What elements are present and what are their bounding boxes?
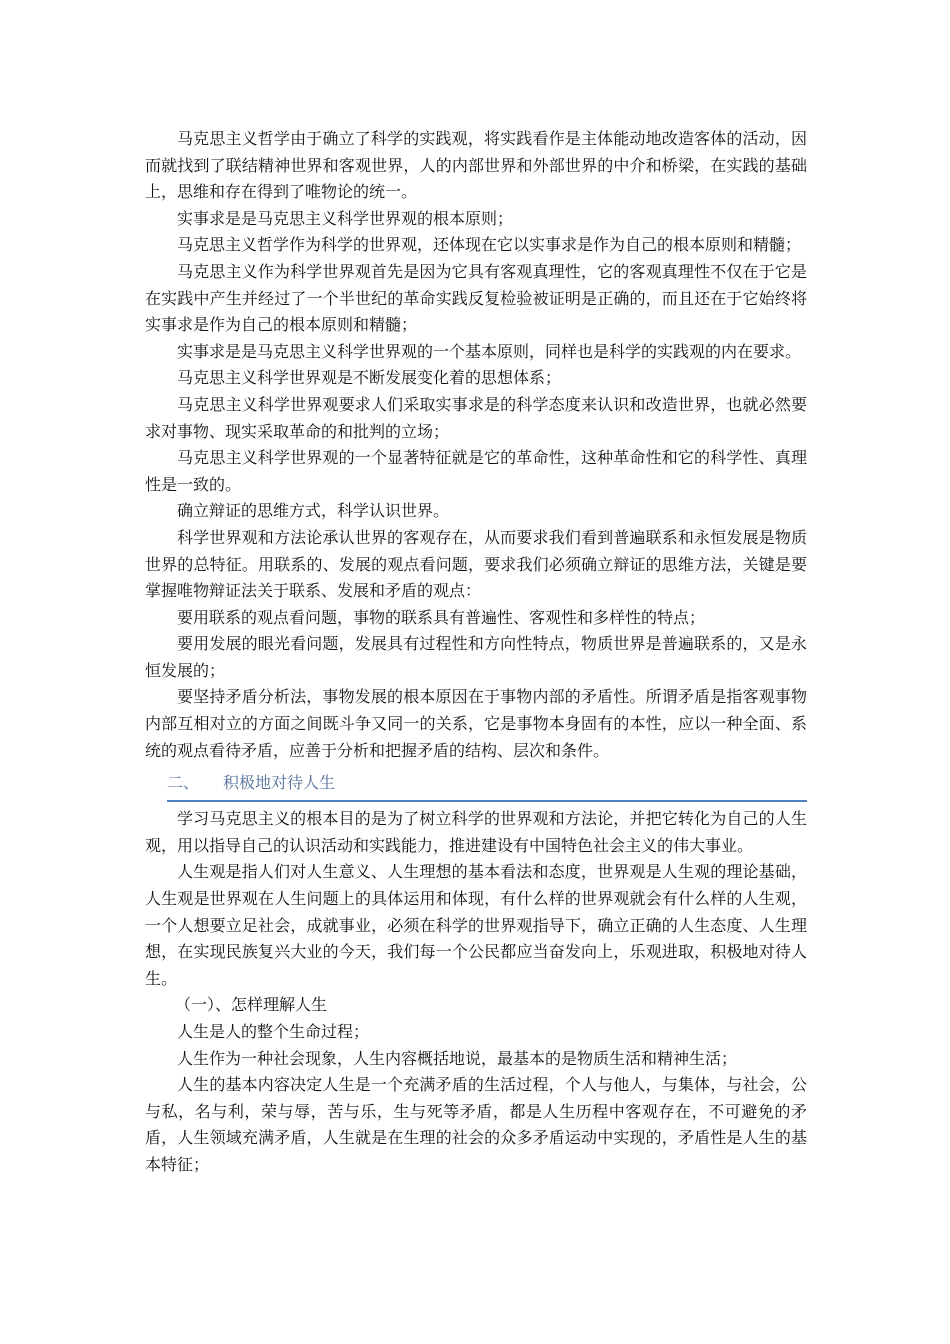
section-heading-number: 二、: [167, 773, 200, 793]
paragraph: 实事求是是马克思主义科学世界观的根本原则；: [177, 208, 514, 228]
paragraph: 科学世界观和方法论承认世界的客观存在，从而要求我们看到普遍联系和永恒发展是物质世界的总特征。用联系的、发展的观点看问题，要求我们必须确立辩证的思维方法，关键是要掌握唯物辩证法关于联系、发展和矛盾的观点：: [145, 527, 807, 601]
paragraph: 实事求是是马克思主义科学世界观的一个基本原则，同样也是科学的实践观的内在要求。: [177, 341, 802, 361]
paragraph: 人生作为一种社会现象，人生内容概括地说，最基本的是物质生活和精神生活；: [177, 1048, 738, 1068]
paragraph: 要用联系的观点看问题，事物的联系具有普遍性、客观性和多样性的特点；: [177, 607, 706, 627]
paragraph: 马克思主义哲学由于确立了科学的实践观，将实践看作是主体能动地改造客体的活动，因而就找到了联结精神世界和客观世界，人的内部世界和外部世界的中介和桥梁，在实践的基础上，思维和存在得到了唯物论的统一。: [145, 129, 807, 202]
paragraph: 要用发展的眼光看问题，发展具有过程性和方向性特点，物质世界是普遍联系的，又是永恒发展的；: [145, 634, 807, 680]
document-body: [145, 126, 807, 1179]
subsection-heading: （一）、怎样理解人生: [175, 995, 328, 1015]
paragraph: 马克思主义科学世界观的一个显著特征就是它的革命性，这种革命性和它的科学性、真理性是一致的。: [145, 448, 807, 494]
paragraph: 人生的基本内容决定人生是一个充满矛盾的生活过程，个人与他人，与集体，与社会，公与私，名与利，荣与辱，苦与乐，生与死等矛盾，都是人生历程中客观存在，不可避免的矛盾，人生领域充满矛盾，人生就是在生理的社会的众多矛盾运动中实现的，矛盾性是人生的基本特征；: [145, 1075, 807, 1174]
paragraph: 人生是人的整个生命过程；: [177, 1022, 370, 1041]
paragraph: 马克思主义作为科学世界观首先是因为它具有客观真理性，它的客观真理性不仅在于它是在实践中产生并经过了一个半世纪的革命实践反复检验被证明是正确的，而且还在于它始终将实事求是作为自己的根本原则和精髓；: [145, 261, 807, 335]
paragraph: 马克思主义科学世界观是不断发展变化着的思想体系；: [177, 368, 562, 388]
section-heading-title: 积极地对待人生: [223, 773, 336, 793]
paragraph: 马克思主义哲学作为科学的世界观，还体现在它以实事求是作为自己的根本原则和精髓；: [177, 235, 802, 255]
paragraph: 人生观是指人们对人生意义、人生理想的基本看法和态度，世界观是人生观的理论基础，人生观是世界观在人生问题上的具体运用和体现，有什么样的世界观就会有什么样的人生观，一个人想要立足社会，成就事业，必须在科学的世界观指导下，确立正确的人生态度、人生理想，在实现民族复兴大业的今天，我们每一个公民都应当奋发向上，乐观进取，积极地对待人生。: [145, 862, 807, 988]
paragraph: 学习马克思主义的根本目的是为了树立科学的世界观和方法论，并把它转化为自己的人生观，用以指导自己的认识活动和实践能力，推进建设有中国特色社会主义的伟大事业。: [145, 809, 807, 855]
paragraph: 要坚持矛盾分析法，事物发展的根本原因在于事物内部的矛盾性。所谓矛盾是指客观事物内部互相对立的方面之间既斗争又同一的关系，它是事物本身固有的本性，应以一种全面、系统的观点看待矛盾，应善于分析和把握矛盾的结构、层次和条件。: [145, 687, 807, 760]
paragraph: 确立辩证的思维方式，科学认识世界。: [177, 501, 450, 521]
paragraph: 马克思主义科学世界观要求人们采取实事求是的科学态度来认识和改造世界，也就必然要求对事物、现实采取革命的和批判的立场；: [145, 394, 807, 441]
section-heading: [167, 770, 807, 802]
